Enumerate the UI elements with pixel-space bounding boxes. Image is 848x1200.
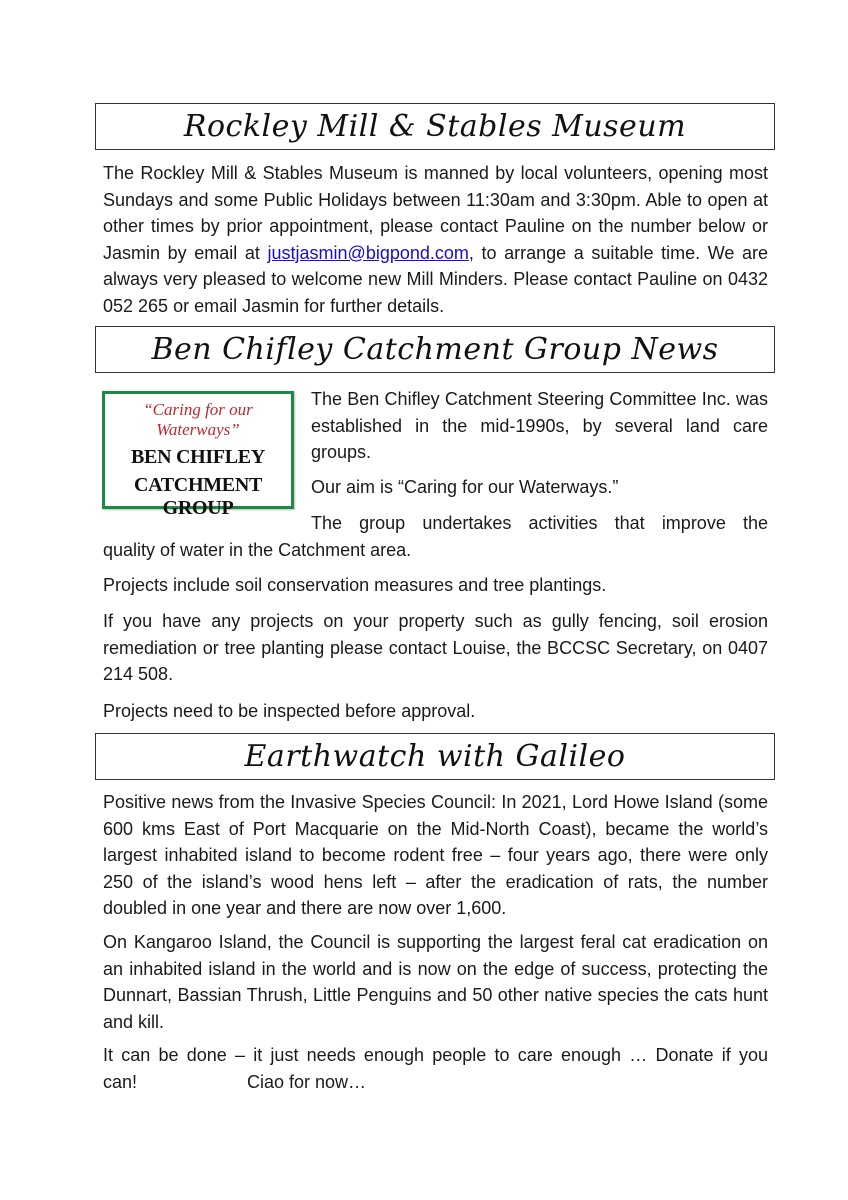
email-link[interactable]: justjasmin@bigpond.com xyxy=(267,242,469,263)
earthwatch-paragraph-1: Positive news from the Invasive Species Council: In 2021, Lord Howe Island (some 600 kms East of Port Macquarie on the Mid-North Coast), became the world’s largest inhabited island to become rodent free – four years ago, there were only 250 of the island’s wood hens left – after the eradication of rats, the number doubled in one year and there are now over 1,600. xyxy=(103,792,768,919)
earthwatch-can: can! xyxy=(103,1072,138,1092)
catchment-paragraph-5: If you have any projects on your property such as gully fencing, soil erosion remediation or tree planting please contact Louise, the BCCSC Secretary, on 0407 214 508. xyxy=(103,611,768,685)
museum-paragraph xyxy=(103,160,768,320)
catchment-paragraph-3-line-2: quality of water in the Catchment area. xyxy=(103,540,412,560)
museum-heading-box xyxy=(95,103,775,150)
earthwatch-paragraph-3-line-1: It can be done – it just needs enough people to care enough … Donate if you xyxy=(103,1045,768,1065)
catchment-paragraph-3-first: The group undertakes activities that improve the xyxy=(311,513,768,533)
museum-text-after-email: , to arrange a suitable time. We are always very pleased to welcome new Mill Minders. Please contact Pauline on 0432 052 265 or email Jasmin for further details. xyxy=(103,242,768,316)
catchment-paragraph-3-line-1 xyxy=(311,510,768,537)
catchment-paragraph-2: Our aim is “Caring for our Waterways.” xyxy=(311,477,619,497)
catchment-paragraph-6: Projects need to be inspected before approval. xyxy=(103,701,476,721)
earthwatch-heading: Earthwatch with Galileo xyxy=(244,739,626,774)
earthwatch-paragraph-2: On Kangaroo Island, the Council is supporting the largest feral cat eradication on an inhabited island in the world and is now on the edge of success, protecting the Dunnart, Bassian Thrush, Little Penguins and 50 other native species the cats hunt and kill. xyxy=(103,932,768,1032)
catchment-paragraph-4: Projects include soil conservation measures and tree plantings. xyxy=(103,575,607,595)
catchment-heading: Ben Chifley Catchment Group News xyxy=(151,332,719,367)
logo-name-line2: CATCHMENT GROUP xyxy=(133,474,263,519)
earthwatch-paragraph-3-line-2 xyxy=(103,1069,768,1096)
earthwatch-signoff: Ciao for now… xyxy=(247,1072,367,1092)
museum-heading: Rockley Mill & Stables Museum xyxy=(183,109,687,144)
catchment-heading-box xyxy=(95,326,775,373)
catchment-logo xyxy=(102,391,294,519)
logo-name-line1: BEN CHIFLEY xyxy=(131,446,265,468)
earthwatch-heading-box xyxy=(95,733,775,780)
catchment-paragraph-1: The Ben Chifley Catchment Steering Committee Inc. was established in the mid-1990s, by several land care groups. xyxy=(311,389,768,463)
logo-slogan: “Caring for our Waterways” xyxy=(143,400,253,439)
museum-text-before-email: The Rockley Mill & Stables Museum is manned by local volunteers, opening most Sundays and some Public Holidays between 11:30am and 3:30pm. Able to open at other times by prior appointment, please contact Pauline on the number below or Jasmin by email at xyxy=(103,163,768,263)
